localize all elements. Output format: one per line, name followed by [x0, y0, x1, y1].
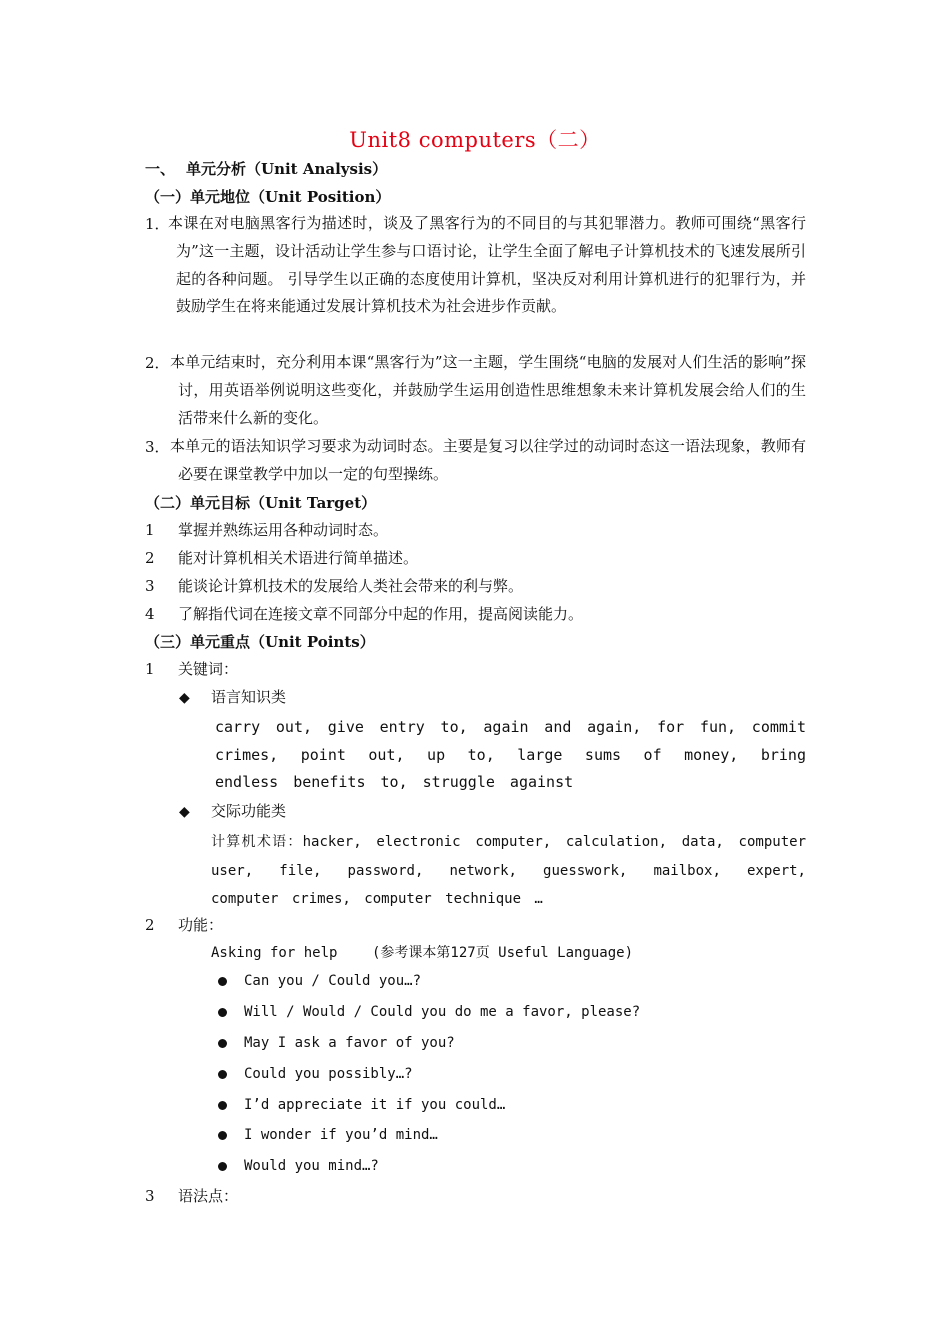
phrase-item: Will / Would / Could you do me a favor, please? [244, 1004, 641, 1020]
computer-terms-content: 计算机术语：hacker, electronic computer, calculation, data, computer user, file, password, network, guesswork, mailbox, expert, computer crimes, computer technique … [211, 834, 806, 908]
section-number: 一、 [145, 160, 176, 178]
list-item-text [170, 349, 806, 432]
subsection-heading-position: （一）单元地位（Unit Position） [145, 188, 391, 206]
paragraph-text: 本单元的语法知识学习要求为动词时态。主要是复习以往学过的动词时态这一语法现象，教师有必要在课堂教学中加以一定的句型操练。 [170, 437, 806, 483]
list-item-text [170, 210, 806, 321]
phrase-item: May I ask a favor of you? [244, 1035, 455, 1051]
list-number: 1 [145, 521, 155, 539]
subsection-heading-points: （三）单元重点（Unit Points） [145, 633, 375, 651]
list-item-text: 了解指代词在连接文章不同部分中起的作用，提高阅读能力。 [178, 605, 584, 623]
bullet-dot-icon [218, 977, 227, 986]
phrase-item: I wonder if you’d mind… [244, 1127, 438, 1143]
paragraph-text: 本课在对电脑黑客行为描述时，谈及了黑客行为的不同目的与其犯罪潜力。教师可围绕“黑客行为”这一主题，设计活动让学生参与口语讨论，让学生全面了解电子计算机技术的飞速发展所引起的各种问题。 引导学生以正确的态度使用计算机，坚决反对利用计算机进行的犯罪行为，并鼓励学生在将来能通过发展计算机技术为社会进步作贡献。 [168, 214, 806, 316]
document-title: Unit8 computers（二） [349, 128, 601, 152]
list-number: 4 [145, 605, 155, 623]
bullet-dot-icon [218, 1162, 227, 1171]
computer-terms-text [211, 828, 806, 914]
list-number: 3． [145, 438, 170, 456]
asking-for-help-text: Asking for help [211, 945, 338, 961]
phrase-item: Can you / Could you…? [244, 973, 422, 989]
bullet-dot-icon [218, 1039, 227, 1048]
diamond-bullet-icon: ◆ [179, 690, 190, 706]
list-number: 1 [145, 660, 155, 678]
list-item-text: 掌握并熟练运用各种动词时态。 [178, 521, 389, 539]
keywords-label: 关键词： [178, 660, 239, 678]
diamond-bullet-icon: ◆ [179, 804, 190, 820]
grammar-label: 语法点： [178, 1187, 239, 1205]
list-number: 2 [145, 549, 155, 567]
list-item-text: 能谈论计算机技术的发展给人类社会带来的利与弊。 [178, 577, 524, 595]
bullet-dot-icon [218, 1131, 227, 1140]
phrase-item: Would you mind…? [244, 1158, 379, 1174]
phrase-item: I’d appreciate it if you could… [244, 1097, 506, 1113]
language-knowledge-label: 语言知识类 [211, 688, 287, 706]
list-number: 3 [145, 1187, 155, 1205]
list-number: 1． [145, 215, 170, 233]
subsection-heading-target: （二）单元目标（Unit Target） [145, 494, 377, 512]
section-heading: 单元分析（Unit Analysis） [186, 160, 388, 178]
communication-function-label: 交际功能类 [211, 802, 287, 820]
functions-label: 功能： [178, 916, 224, 934]
bullet-dot-icon [218, 1070, 227, 1079]
language-knowledge-text: carry out, give entry to, again and again, for fun, commit crimes, point out, up to, large sums of money, bring endless benefits to, struggle against [215, 718, 806, 792]
list-number: 2 [145, 916, 155, 934]
list-item-text: 能对计算机相关术语进行简单描述。 [178, 549, 419, 567]
list-number: 3 [145, 577, 155, 595]
list-item-text [170, 433, 806, 489]
list-number: 2． [145, 354, 170, 372]
paragraph-text: 本单元结束时，充分利用本课“黑客行为”这一主题，学生围绕“电脑的发展对人们生活的影响”探讨，用英语举例说明这些变化，并鼓励学生运用创造性思维想象未来计算机发展会给人们的生活带来什么新的变化。 [170, 353, 806, 427]
bullet-dot-icon [218, 1008, 227, 1017]
textbook-reference: (参考课本第127页 Useful Language) [372, 945, 634, 961]
phrase-item: Could you possibly…? [244, 1066, 413, 1082]
bullet-dot-icon [218, 1101, 227, 1110]
